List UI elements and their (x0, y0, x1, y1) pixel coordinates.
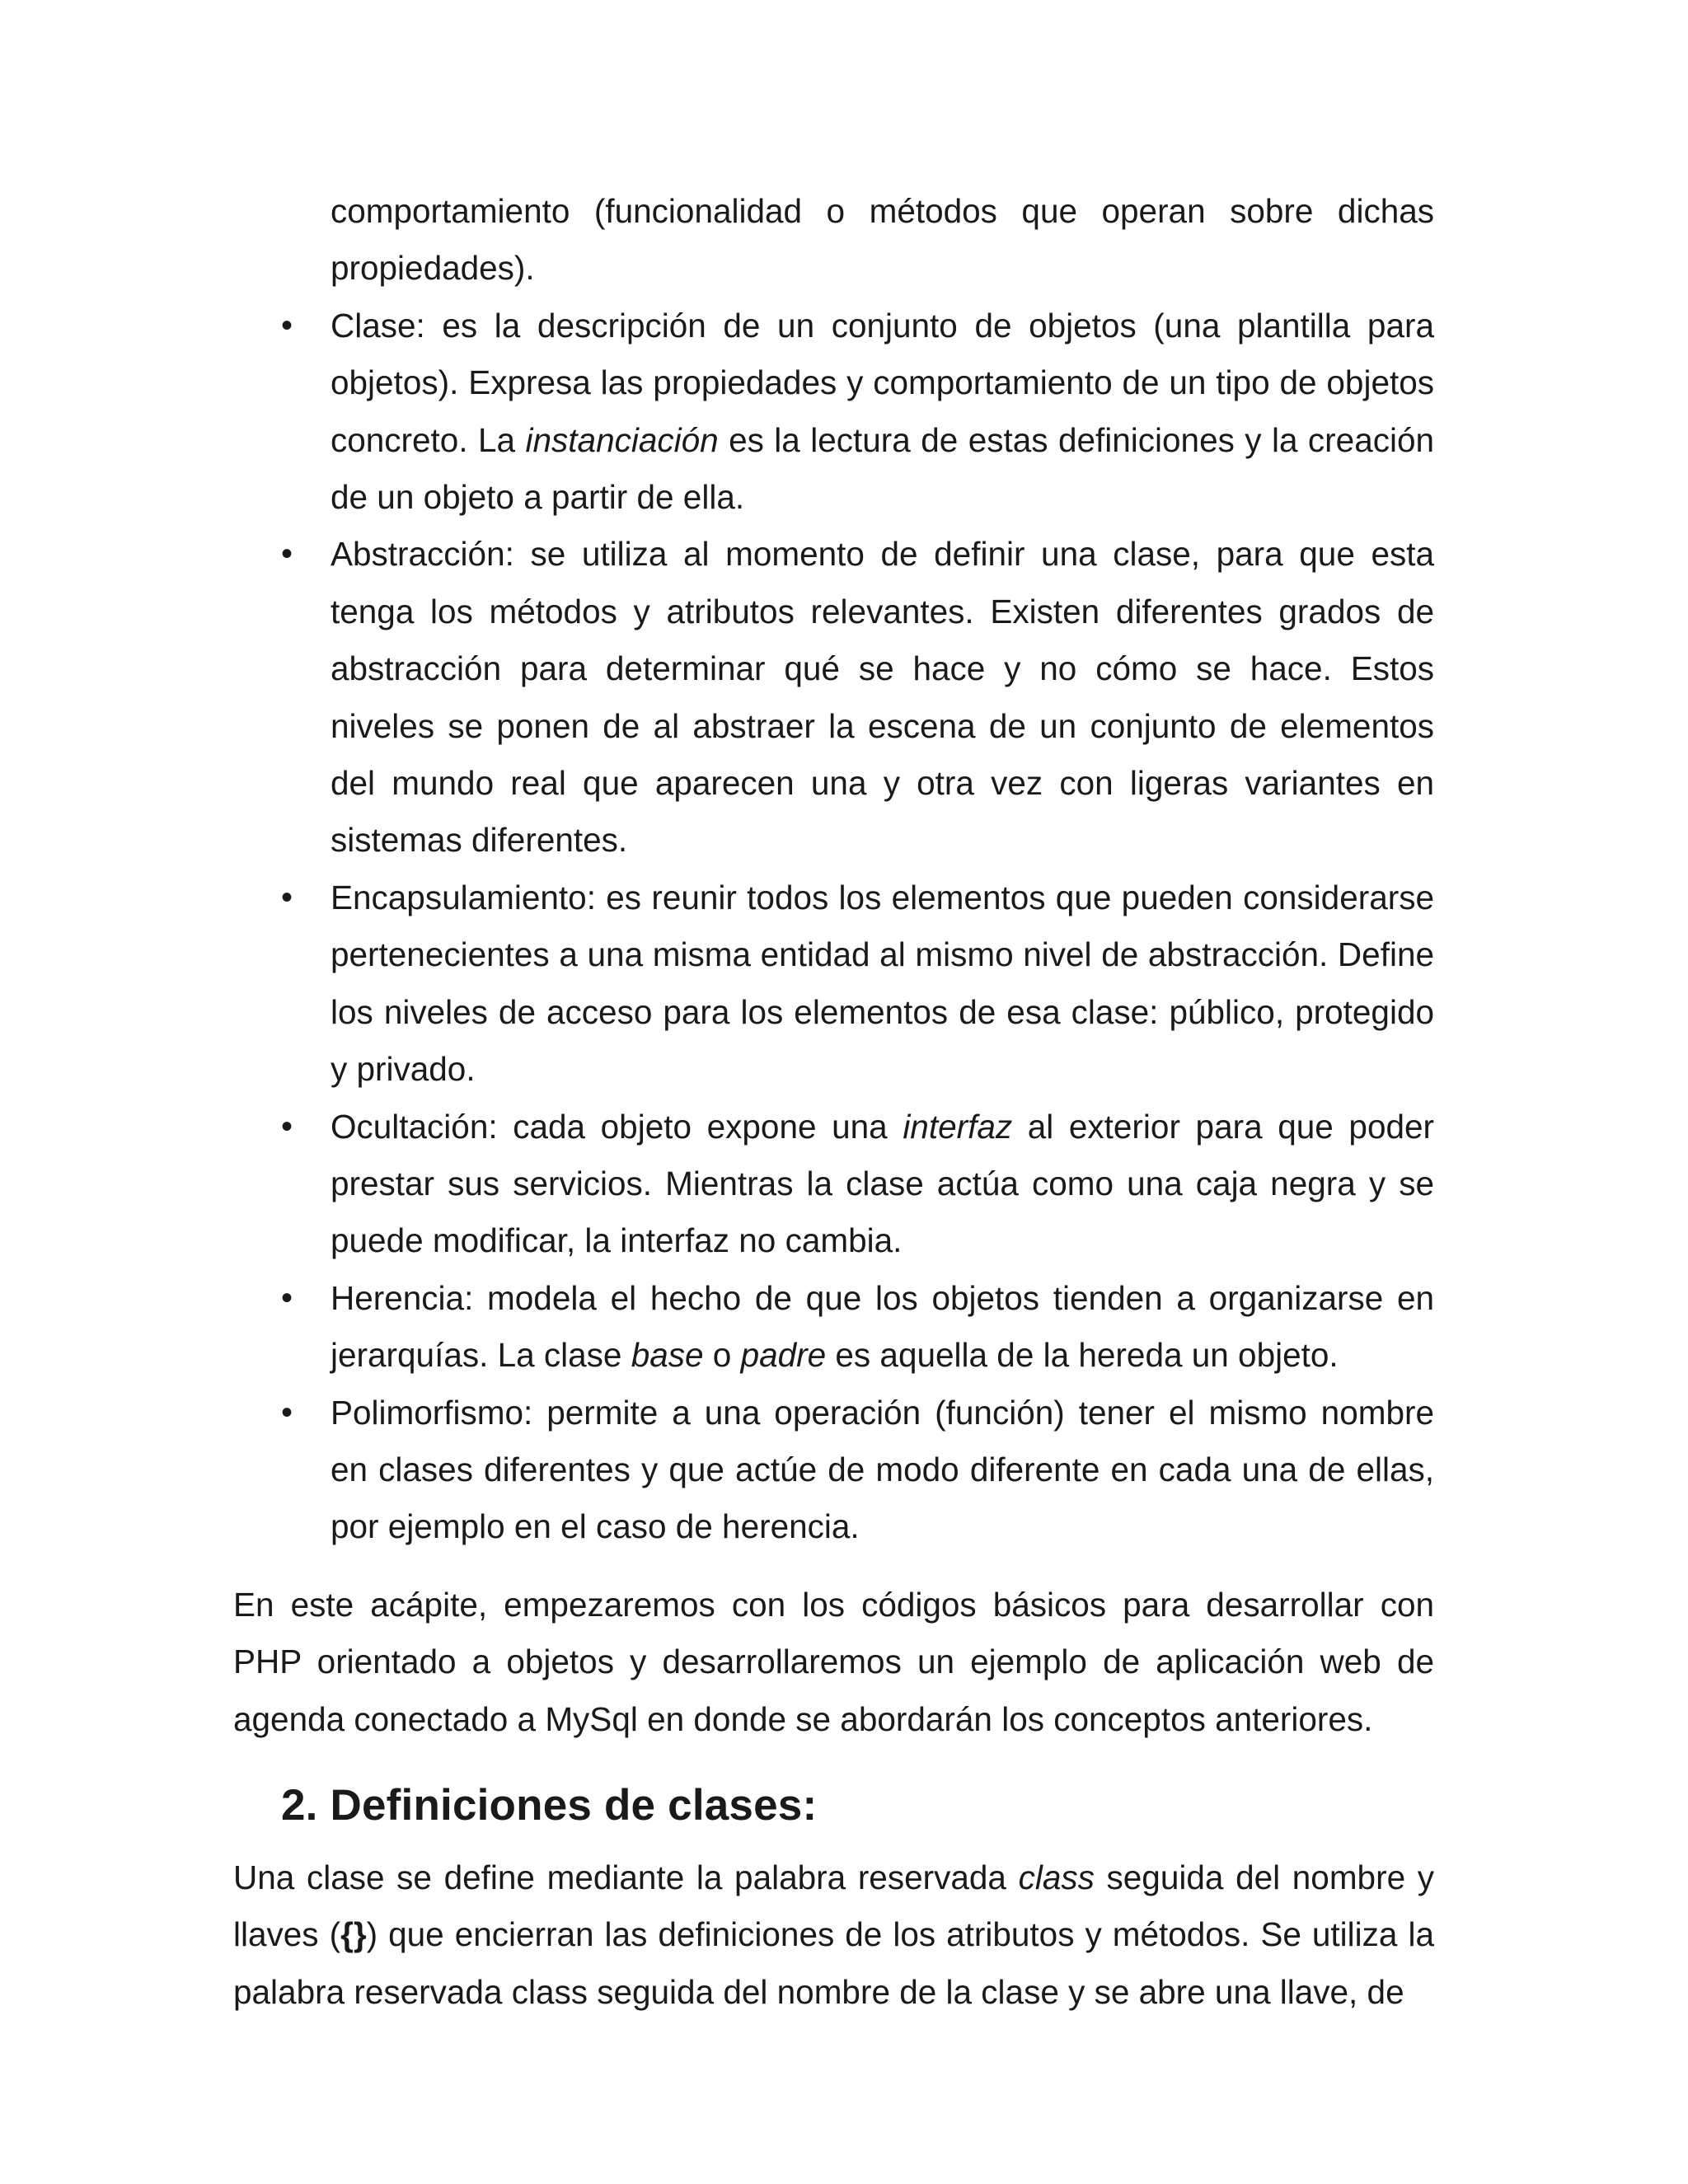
paragraph-text: seguida del nombre y llaves ( (233, 1858, 1435, 1954)
list-item-text: Herencia: modela el hecho de que los objetos tienden a organizarse en jerarquías. La clase (331, 1278, 1434, 1375)
list-item-polimorfismo (233, 1385, 1434, 1556)
intro-paragraph: En este acápite, empezaremos con los códigos básicos para desarrollar con PHP orientado a objetos y desarrollaremos un ejemplo de aplicación web de agenda conectado a MySql en donde se abordarán los conceptos anteriores. (233, 1585, 1434, 1738)
list-item-text: Clase: es la descripción de un conjunto de objetos (una plantilla para objetos). Expresa las propiedades y comportamiento de un tipo de objetos concreto. La (331, 306, 1434, 459)
braces-symbol: {} (340, 1915, 367, 1954)
list-item-encapsulamiento (233, 869, 1434, 1099)
italic-term: padre (740, 1336, 827, 1375)
list-item-text: Polimorfismo: permite a una operación (función) tener el mismo nombre en clases diferentes y que actúe de modo diferente en cada una de ellas, por ejemplo en el caso de herencia. (331, 1393, 1434, 1546)
list-item-text: Encapsulamiento: es reunir todos los elementos que pueden considerarse pertenecientes a una misma entidad al mismo nivel de abstracción. Define los niveles de acceso para los elementos de esa clase: público, protegido y privado. (331, 878, 1434, 1089)
section-heading: 2. Definiciones de clases: (281, 1780, 818, 1830)
list-item-text: es aquella de la hereda un objeto. (826, 1336, 1339, 1375)
list-item-text: Ocultación: cada objeto expone una (331, 1107, 903, 1146)
bullet-icon: • (281, 307, 293, 344)
class-definition-paragraph (233, 1849, 1434, 2021)
list-item-ocultacion (233, 1099, 1434, 1270)
bullet-icon: • (281, 1394, 293, 1431)
list-item-clase (233, 298, 1434, 527)
concept-list (233, 298, 1434, 1556)
list-item-text: es la lectura de estas definiciones y la creación de un objeto a partir de ella. (331, 420, 1435, 517)
continuation-text: comportamiento (funcionalidad o métodos que operan sobre dichas propiedades). (331, 192, 1434, 288)
italic-keyword: class (1018, 1858, 1095, 1896)
list-item-text: o (703, 1336, 741, 1375)
list-item-text: al exterior para que poder prestar sus servicios. Mientras la clase actúa como una caja negra y se puede modificar, la interfaz no cambia. (331, 1107, 1434, 1260)
bullet-icon: • (281, 879, 293, 916)
page-content (233, 183, 1434, 2021)
italic-term: instanciación (525, 420, 719, 459)
bullet-icon: • (281, 1279, 293, 1316)
paragraph-text: Una clase se define mediante la palabra reservada (233, 1858, 1019, 1896)
italic-term: interfaz (903, 1107, 1013, 1146)
list-item-herencia (233, 1270, 1434, 1385)
list-item-text: Abstracción: se utiliza al momento de definir una clase, para que esta tenga los métodos y atributos relevantes. Existen diferentes grados de abstracción para determinar qué se hace y no cómo se hace. Estos niveles se ponen de al abstraer la escena de un conjunto de elementos del mundo real que aparecen una y otra vez con ligeras variantes en sistemas diferentes. (331, 535, 1434, 860)
bullet-icon: • (281, 1108, 293, 1145)
bullet-icon: • (281, 536, 293, 573)
paragraph-text: ) que encierran las definiciones de los atributos y métodos. Se utiliza la palabra reservada class seguida del nombre de la clase y se abre una llave, de (233, 1915, 1434, 2011)
list-item-abstraccion (233, 526, 1434, 869)
italic-term: base (631, 1336, 704, 1375)
